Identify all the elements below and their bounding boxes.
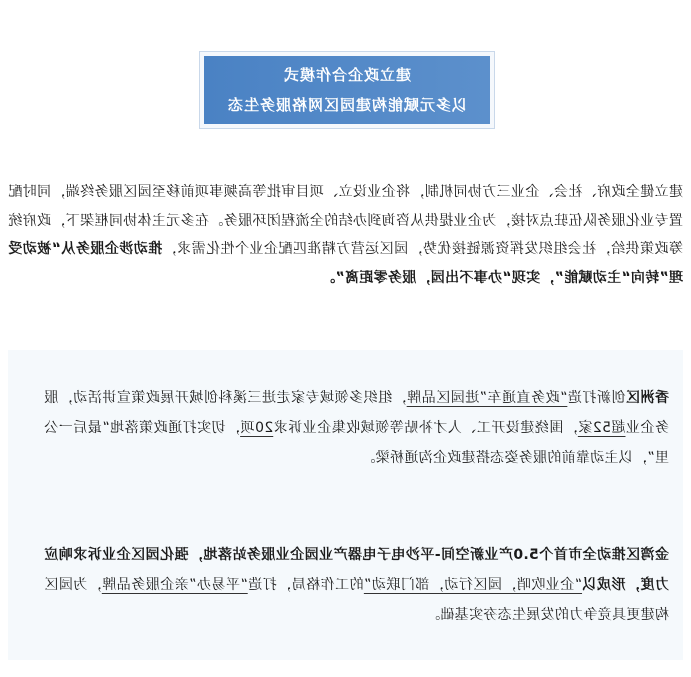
jinwan-lead: 金湾区 bbox=[625, 547, 669, 563]
jinwan-paragraph bbox=[44, 540, 669, 630]
xiangzhou-part3: ，围绕建设开工、人才补贴等领域收集企业诉求 bbox=[273, 420, 578, 436]
xiangzhou-part1: 创新打造 bbox=[567, 390, 626, 406]
xiangzhou-part4: ，切实打通政策落地“最后一公里”，以主动靠前的服务姿态搭建政企沟通桥梁。 bbox=[43, 420, 669, 466]
title-frame bbox=[199, 51, 495, 129]
xiangzhou-underline2: 超52家 bbox=[577, 420, 626, 436]
jinwan-part3: ，为园区构建更具竞争力的发展生态夯实基础。 bbox=[44, 577, 669, 623]
section-title-box bbox=[204, 56, 490, 124]
jinwan-part2: 的工作格局，打造 bbox=[247, 577, 364, 593]
title-line-2: 以多元赋能构建园区网格服务生态 bbox=[227, 96, 468, 114]
xiangzhou-underline3: 20项 bbox=[240, 420, 274, 436]
xiangzhou-part2: ，组织多领域专家走进三溪科创城开展政策宣讲活动，服务企业 bbox=[43, 390, 669, 436]
intro-paragraph bbox=[8, 178, 683, 292]
highlight-panel bbox=[8, 350, 683, 660]
jinwan-underline1: “企业吹哨，园区行动，部门联动” bbox=[363, 577, 583, 593]
intro-bold-text: 推动涉企服务从“被动受理”转向“主动赋能”，实现“办事不出园，服务零距离”。 bbox=[8, 241, 683, 286]
xiangzhou-underline1: “政务直通车”进园区品牌 bbox=[406, 390, 568, 406]
title-line-1: 建立政企合作模式 bbox=[283, 66, 412, 84]
xiangzhou-lead: 香洲区 bbox=[625, 390, 669, 406]
jinwan-underline2: “平易办”亲企服务品牌 bbox=[101, 577, 248, 593]
intro-text: 建立健全政府、社会、企业三方协同机制，将企业设立、项目审批等高频事项前移至园区服务终端，同时配置专业化服务队伍驻点对接，为企业提供从咨询到办结的全流程闭环服务。在多元主体协同框架下，政府统筹政策供给，社会组织发挥资源链接优势，园区运营方精准匹配企业个性化需求， bbox=[8, 184, 683, 257]
jinwan-part1: 推动全市首个5.0产业新空间-平沙电子电器产业园企业服务站落地，强化园区企业诉求响应力度，形成以 bbox=[44, 547, 669, 593]
xiangzhou-paragraph bbox=[44, 383, 669, 473]
